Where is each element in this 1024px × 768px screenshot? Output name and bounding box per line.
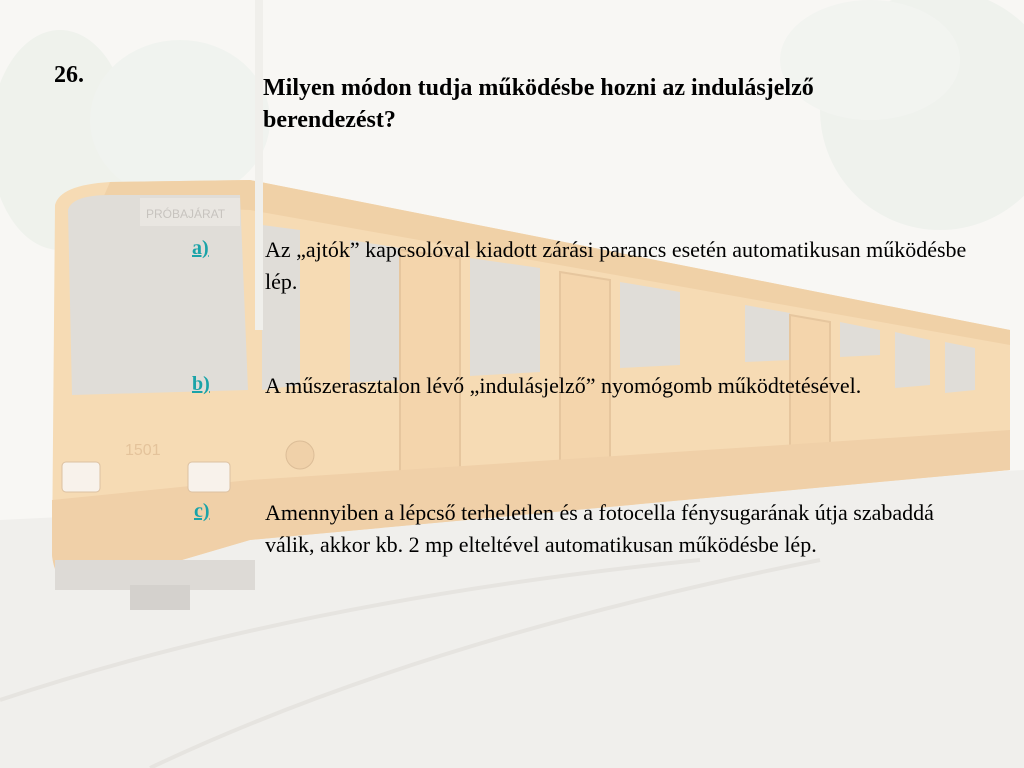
option-c-link[interactable]: c): [194, 500, 210, 522]
option-c-text: Amennyiben a lépcső terheletlen és a fotocella fénysugarának útja szabaddá válik, akkor kb. 2 mp elteltével automatikusan működésbe lép.: [265, 500, 934, 557]
option-a-link[interactable]: a): [192, 237, 209, 259]
question-number: 26.: [54, 62, 84, 88]
question-text: Milyen módon tudja működésbe hozni az indulásjelző berendezést?: [263, 75, 814, 133]
destination-sign-label: PRÓBAJÁRAT: [146, 207, 226, 221]
option-b-link[interactable]: b): [192, 373, 210, 395]
option-a-text: Az „ajtók” kapcsolóval kiadott zárási parancs esetén automatikusan működésbe lép.: [265, 237, 967, 294]
option-b-text: A műszerasztalon lévő „indulásjelző” nyomógomb működtetésével.: [265, 373, 862, 398]
tram-number-label: 1501: [125, 442, 161, 459]
